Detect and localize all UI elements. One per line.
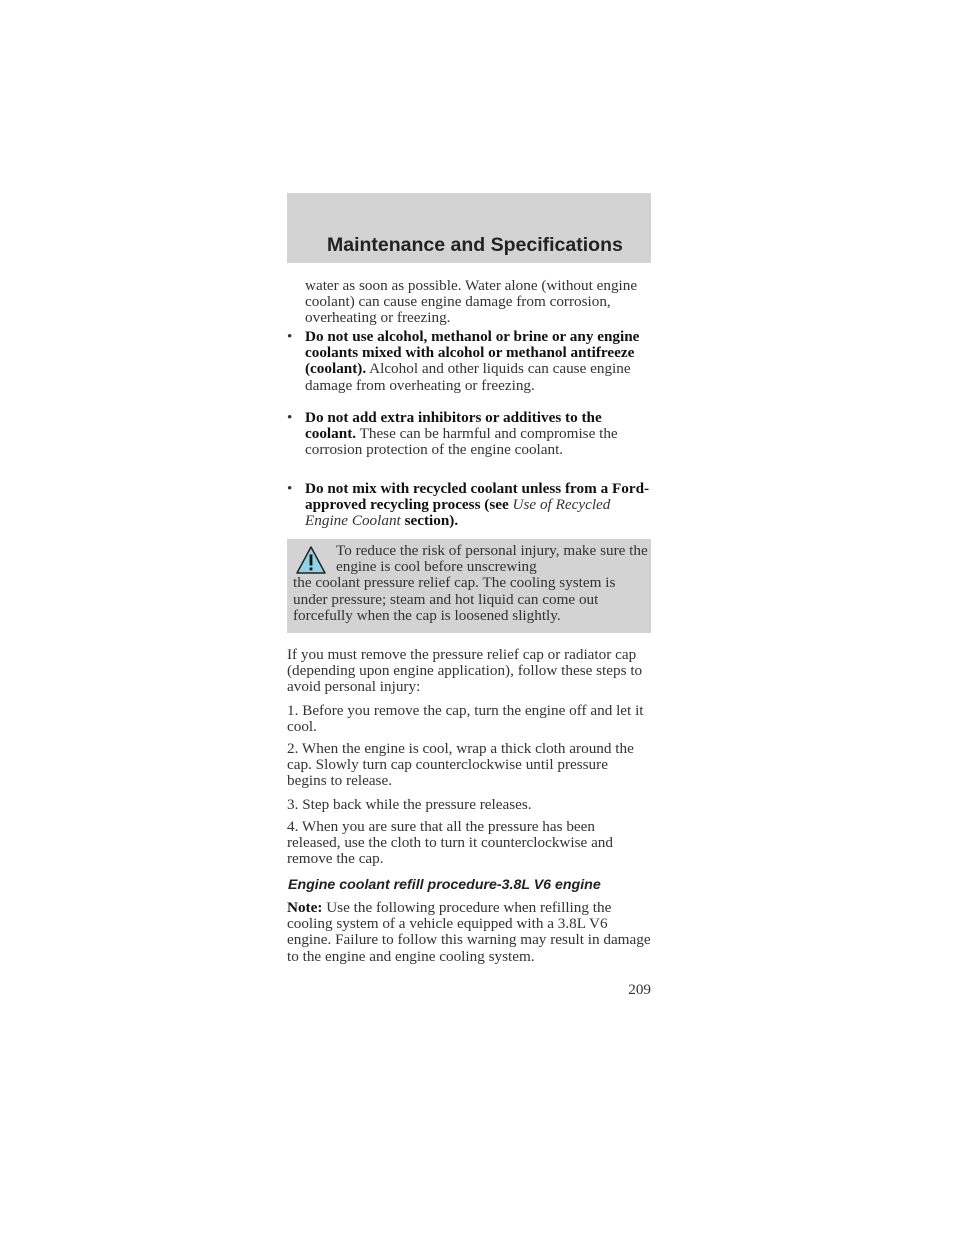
bullet-marker: • bbox=[287, 328, 293, 345]
step-1: 1. Before you remove the cap, turn the engine off and let it cool. bbox=[287, 702, 644, 736]
bullet-marker: • bbox=[287, 409, 293, 426]
note-label: Note: bbox=[287, 899, 323, 916]
step-2: 2. When the engine is cool, wrap a thick cloth around the cap. Slowly turn cap counterclockwise until pressure begins to release. bbox=[287, 740, 634, 790]
warning-line-1: To reduce the risk of personal injury, make sure the engine is cool before unscrewing bbox=[336, 542, 648, 576]
note-paragraph bbox=[287, 900, 651, 965]
page-title: Maintenance and Specifications bbox=[327, 234, 623, 256]
warning-text bbox=[293, 543, 649, 624]
bullet-text: These can be harmful and compromise the corrosion protection of the engine coolant. bbox=[305, 425, 618, 459]
step-4: 4. When you are sure that all the pressure has been released, use the cloth to turn it counterclockwise and remove the cap. bbox=[287, 818, 613, 868]
note-text: Use the following procedure when refilling the cooling system of a vehicle equipped with a 3.8L V6 engine. Failure to follow this warning may result in damage to the engine and engine cooling system. bbox=[287, 899, 651, 965]
continuation-paragraph: water as soon as possible. Water alone (without engine coolant) can cause engine damage from corrosion, overheating or freezing. bbox=[305, 277, 638, 327]
bullet-text: Alcohol and other liquids can cause engine damage from overheating or freezing. bbox=[305, 360, 631, 394]
section-subheading: Engine coolant refill procedure-3.8L V6 engine bbox=[288, 877, 601, 893]
step-3: 3. Step back while the pressure releases. bbox=[287, 796, 532, 813]
bullet-bold-text: Do not add extra inhibitors or additives to the coolant. bbox=[305, 409, 602, 443]
warning-line-rest: the coolant pressure relief cap. The cooling system is under pressure; steam and hot liquid can come out forcefully when the cap is loosened slightly. bbox=[293, 574, 616, 624]
cross-reference: Use of Recycled Engine Coolant bbox=[305, 496, 611, 530]
bullet-bold-end: section). bbox=[400, 512, 459, 530]
page-number: 209 bbox=[628, 981, 651, 998]
bullet-marker: • bbox=[287, 480, 293, 497]
bullet-bold-text: Do not use alcohol, methanol or brine or any engine coolants mixed with alcohol or methanol antifreeze (coolant). bbox=[305, 328, 640, 378]
warning-box bbox=[287, 539, 651, 633]
intro-paragraph: If you must remove the pressure relief cap or radiator cap (depending upon engine application), follow these steps to avoid personal injury: bbox=[287, 646, 643, 696]
bullet-bold-text: Do not mix with recycled coolant unless from a Ford-approved recycling process (see bbox=[305, 480, 650, 514]
